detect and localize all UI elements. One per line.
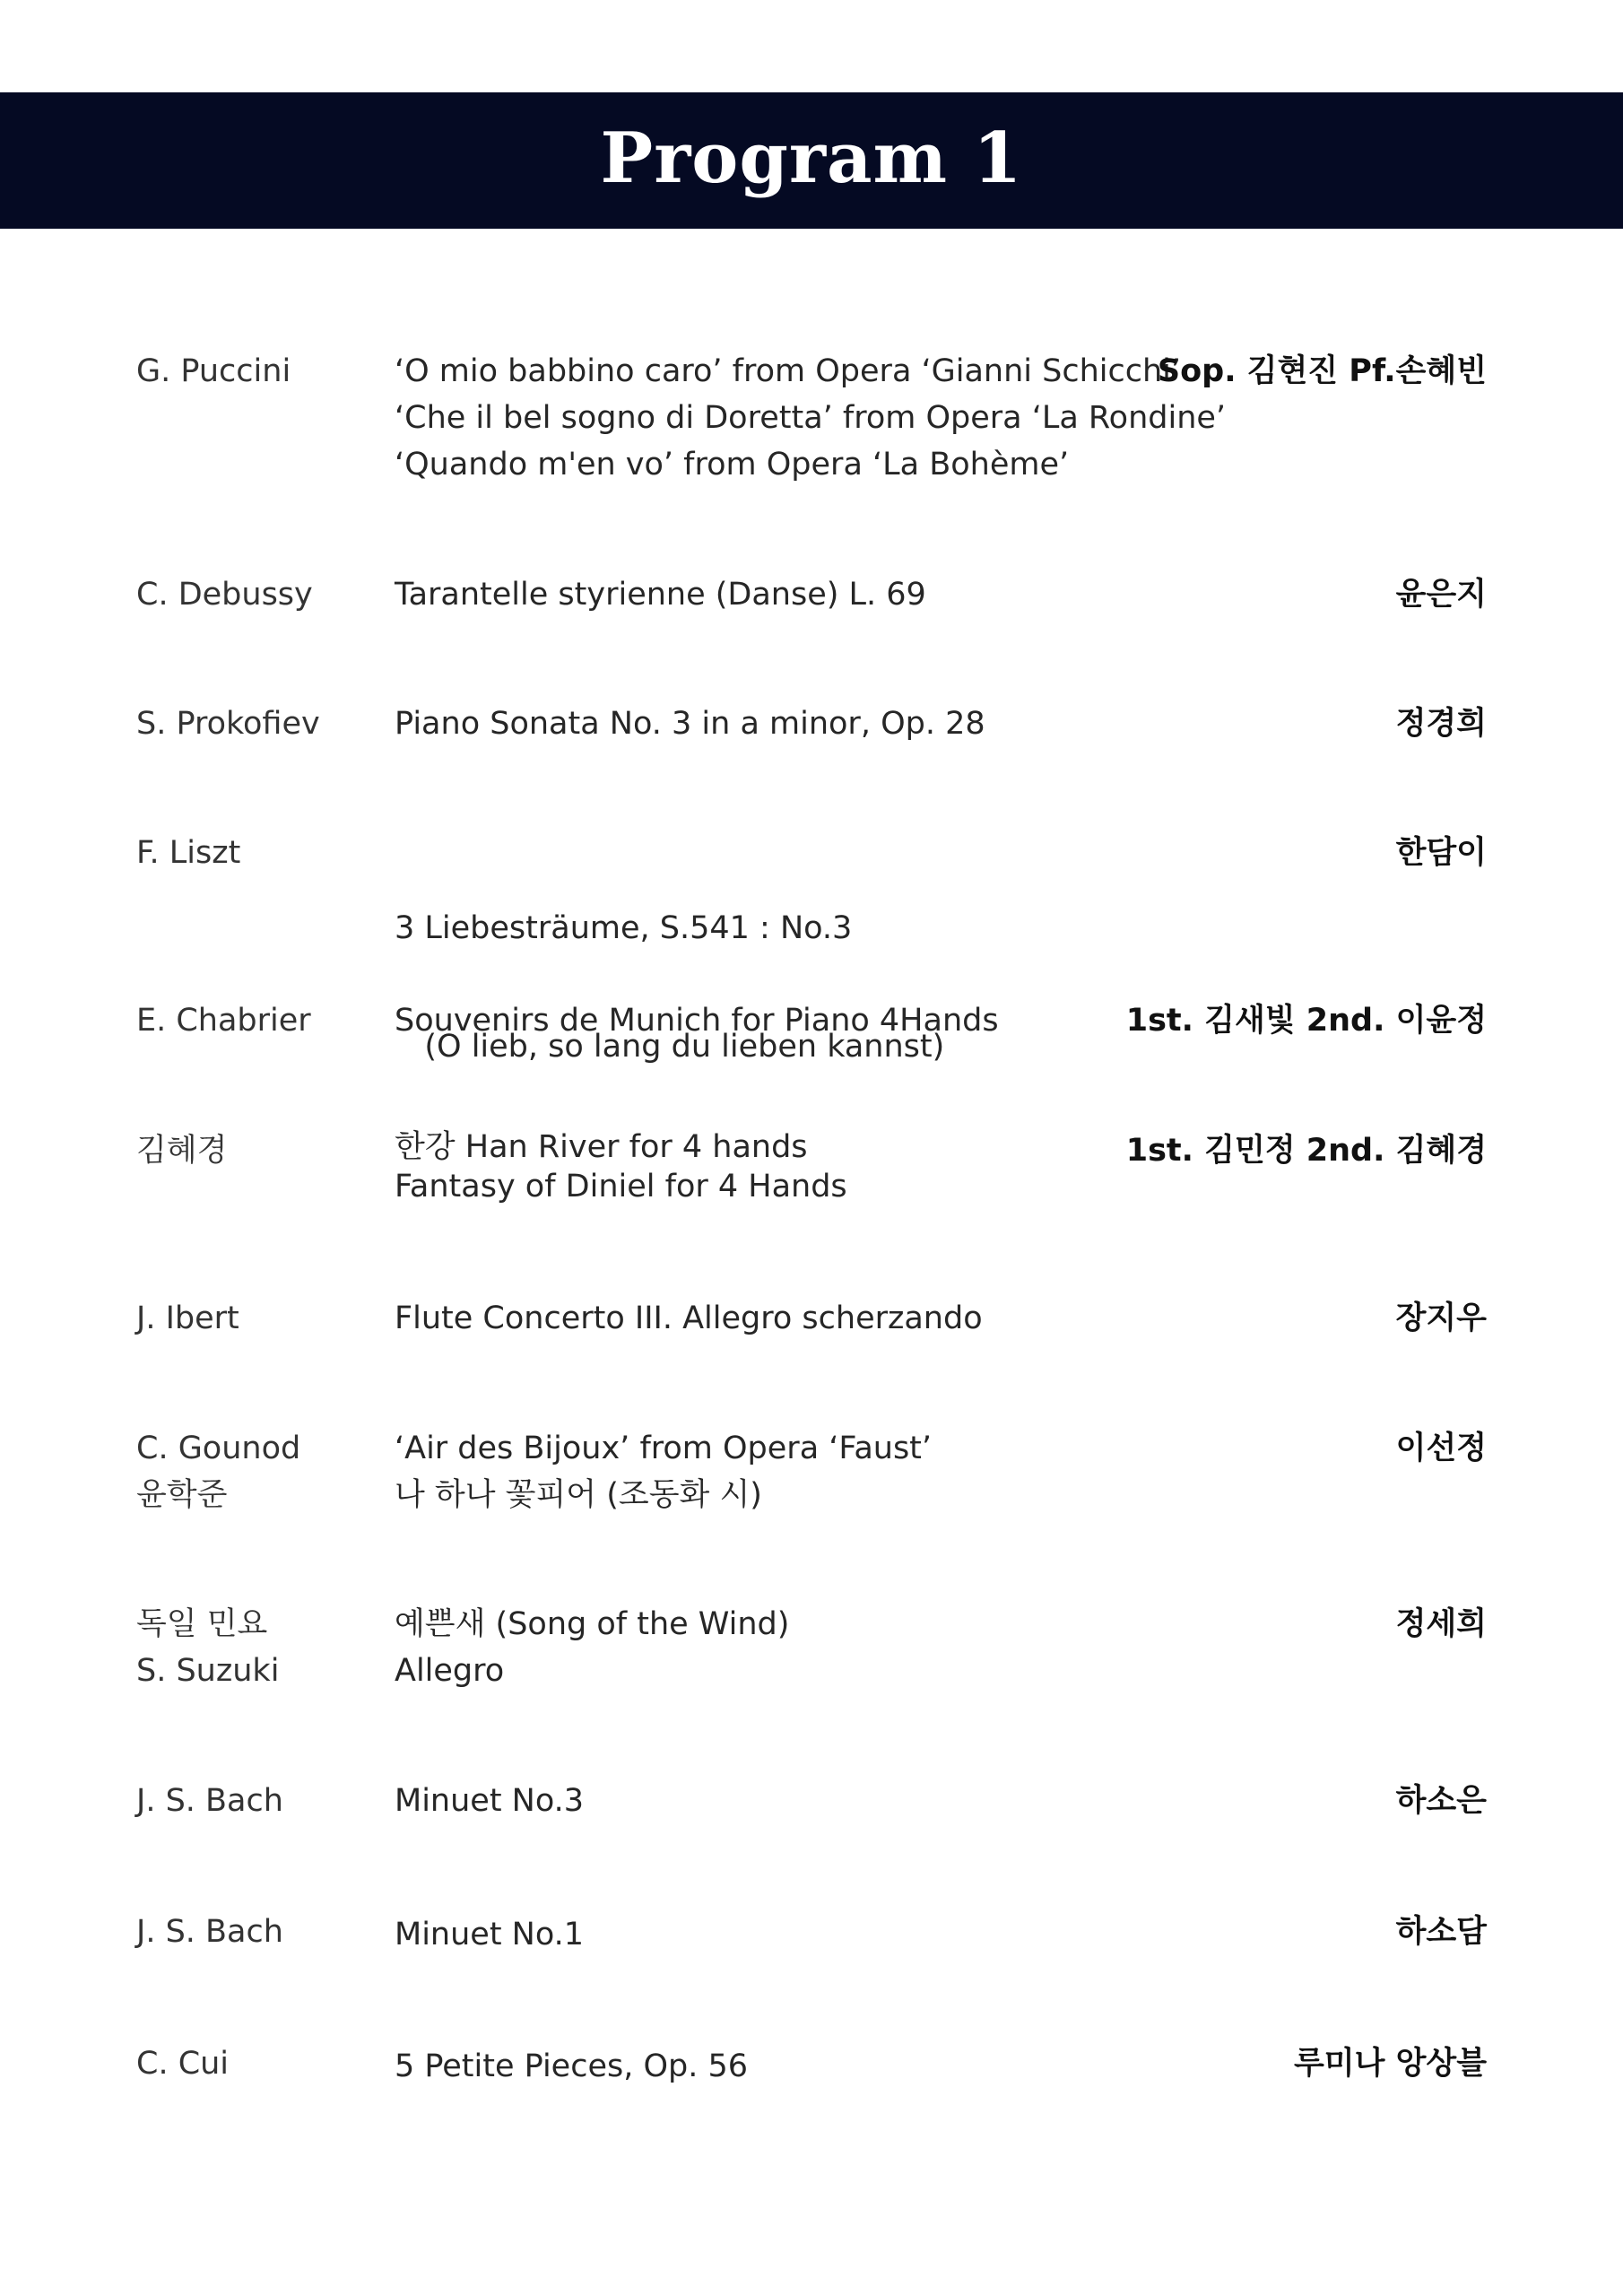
- works-list: [395, 2043, 748, 2090]
- performer-name: 1st. 김새빛 2nd. 이윤정: [1125, 1003, 1487, 1039]
- composer-name: 김혜경: [136, 1133, 228, 1169]
- composer-name: G. Puccini: [136, 353, 291, 389]
- performer-name: 이선정: [1395, 1431, 1487, 1466]
- composer-name: J. S. Bach: [136, 1914, 283, 1950]
- works-list: [395, 700, 985, 747]
- performer-name: 루미나 앙상블: [1293, 2046, 1487, 2082]
- work-title: 예쁜새 (Song of the Wind): [395, 1606, 790, 1642]
- composer-name: E. Chabrier: [136, 1003, 311, 1039]
- works-list: [395, 1127, 847, 1206]
- work-title: Allegro: [395, 1653, 505, 1689]
- work-title: 한강 Han River for 4 hands: [395, 1129, 808, 1165]
- performer-name: 하소은: [1395, 1783, 1487, 1819]
- composer-name: C. Cui: [136, 2046, 230, 2082]
- program-header-bar: [0, 92, 1623, 229]
- work-title: Minuet No.1: [395, 1917, 585, 1952]
- work-title: Fantasy of Diniel for 4 Hands: [395, 1169, 847, 1205]
- work-title: ‘O mio babbino caro’ from Opera ‘Gianni Schicchi’: [395, 353, 1182, 389]
- performer-name: 1st. 김민정 2nd. 김혜경: [1125, 1133, 1487, 1169]
- composer-name: C. Debussy: [136, 577, 313, 613]
- works-list: [395, 830, 944, 1145]
- performer-name: 윤은지: [1395, 577, 1487, 613]
- works-list: [395, 571, 926, 618]
- works-list: [395, 1425, 932, 1518]
- work-title: Souvenirs de Munich for Piano 4Hands: [395, 1003, 999, 1039]
- work-title: ‘Quando m'en vo’ from Opera ‘La Bohème’: [395, 447, 1070, 483]
- composer-name: F. Liszt: [136, 835, 241, 871]
- works-list: [395, 997, 999, 1044]
- performer-name: 정세희: [1395, 1606, 1487, 1642]
- work-title: Flute Concerto III. Allegro scherzando: [395, 1300, 983, 1336]
- performer-name: Sop. 김현진 Pf.손혜빈: [1157, 353, 1487, 389]
- work-title: Piano Sonata No. 3 in a minor, Op. 28: [395, 706, 985, 742]
- program-title: Program 1: [600, 117, 1023, 199]
- works-list: [395, 1778, 584, 1824]
- works-list: [395, 1911, 584, 1958]
- work-title: Minuet No.3: [395, 1783, 585, 1819]
- work-title: ‘Air des Bijoux’ from Opera ‘Faust’: [395, 1431, 933, 1466]
- work-title: ‘Che il bel sogno di Doretta’ from Opera ‘La Rondine’: [395, 400, 1227, 436]
- work-title: 나 하나 꽃피어 (조동화 시): [395, 1477, 762, 1513]
- performer-name: 한담이: [1395, 835, 1487, 871]
- composer-name: C. Gounod 윤학준: [136, 1431, 301, 1513]
- composer-name: 독일 민요 S. Suzuki: [136, 1606, 280, 1689]
- work-title: Tarantelle styrienne (Danse) L. 69: [395, 577, 926, 613]
- work-subtitle: (O lieb, so lang du lieben kannst): [395, 1029, 945, 1065]
- work-title: 3 Liebesträume, S.541 : No.3: [395, 910, 853, 946]
- works-list: [395, 1601, 789, 1694]
- works-list: [395, 1295, 983, 1342]
- performer-name: 정경희: [1395, 706, 1487, 742]
- works-list: [395, 348, 1226, 488]
- performer-name: 장지우: [1395, 1300, 1487, 1336]
- performer-name: 하소담: [1395, 1914, 1487, 1950]
- composer-name: J. Ibert: [136, 1300, 239, 1336]
- composer-name: S. Prokofiev: [136, 706, 320, 742]
- work-title: 5 Petite Pieces, Op. 56: [395, 2048, 749, 2084]
- composer-name: J. S. Bach: [136, 1783, 283, 1819]
